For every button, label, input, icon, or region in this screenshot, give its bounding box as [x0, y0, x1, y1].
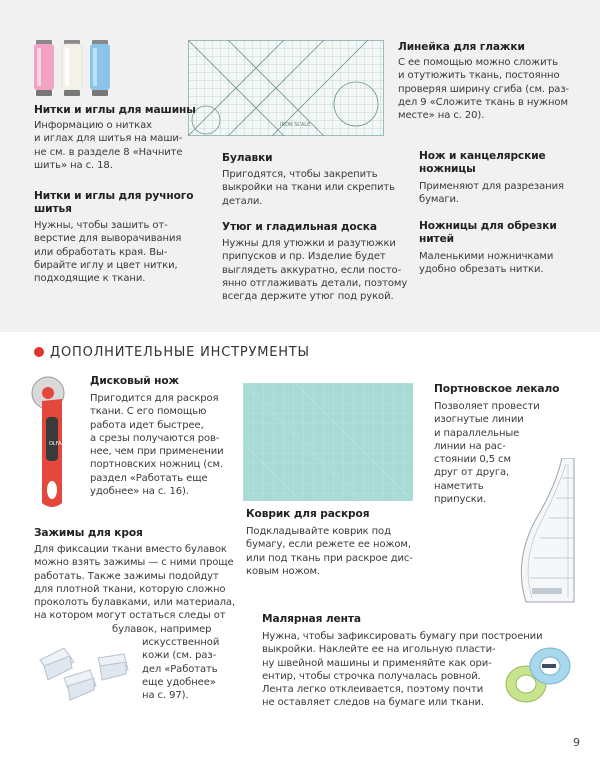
ironing-ruler-text: С ее помощью можно сложить и отутюжить ткань, постоянно проверяя ширину сгиба (см. раз- дел 9 «Сложите ткань в нужном месте» на с. 20). [398, 57, 570, 122]
tailor-curve-text: Позволяет провести изогнутые линии и параллельные линии на рас- стоянии 0,5 см друг от друга, наметить припуски. [434, 401, 540, 506]
ruler-scale-label: IRON SCALE [280, 122, 311, 128]
section-bullet-icon [34, 347, 44, 357]
tailor-curve-title: Портновское лекало [434, 383, 560, 395]
iron-title: Утюг и гладильная доска [222, 221, 377, 233]
masking-tape-image [502, 640, 574, 710]
thread-scissors-title: Ножницы для обрезки нитей [419, 220, 557, 245]
additional-tools-heading [34, 345, 310, 360]
cutting-mat-image [243, 383, 413, 501]
rotary-cutter-text: Пригодится для раскроя ткани. С его помощью работа идет быстрее, а срезы получаются ров- нее, чем при применении портновских ножниц (см. раздел «Работать еще удобнее» на с. 16). [90, 393, 224, 498]
svg-text:OLFA: OLFA [49, 441, 62, 447]
masking-tape-title: Малярная лента [262, 613, 361, 625]
cutting-mat-title: Коврик для раскроя [246, 508, 370, 520]
knife-scissors-title: Нож и канцелярские ножницы [419, 150, 546, 175]
hand-threads-title: Нитки и иглы для ручного шитья [34, 190, 194, 215]
tailor-curve-image [510, 458, 580, 604]
clips-text: Для фиксации ткани вместо булавок можно взять зажимы — с ними проще работать. Также зажимы подойдут для плотной ткани, которую сложно проколоть булавками, или материала, на котором могут остаться следы от [34, 544, 236, 622]
pins-text: Пригодятся, чтобы закрепить выкройки на ткани или скрепить детали. [222, 169, 395, 207]
ironing-ruler-image [188, 40, 384, 136]
masking-tape-text: Нужна, чтобы зафиксировать бумагу при построении выкройки. Наклейте ее на игольную пласти- ну швейной машины и применяйте как ори- ентир, чтобы строчка получалась ровной. Лента легко отклеивается, поэтому почти не оставляет следов на бумаге или ткани. [262, 631, 543, 709]
machine-threads-text: Информацию о нитках и иглах для шитья на маши- не см. в разделе 8 «Начните шить» на с. 18. [34, 120, 183, 171]
knife-scissors-text: Применяют для разрезания бумаги. [419, 181, 564, 206]
page-number: 9 [573, 736, 580, 749]
iron-text: Нужны для утюжки и разутюжки припусков и пр. Изделие будет выглядеть аккуратно, если посто- янно отглаживать детали, поэтому всегда держите утюг под рукой. [222, 238, 408, 303]
hand-threads-text: Нужны, чтобы зашить от- верстие для выворачивания или обработать края. Вы- бирайте иглу и цвет нитки, подходящие к ткани. [34, 220, 182, 285]
clips-text-narrow-1: булавок, например [112, 624, 212, 635]
rotary-cutter-title: Дисковый нож [90, 375, 179, 387]
clips-text-narrow-2: искусственной кожи (см. раз- дел «Работать еще удобнее» на с. 97). [142, 637, 220, 702]
machine-threads-title: Нитки и иглы для машины [34, 104, 196, 116]
additional-tools-title: ДОПОЛНИТЕЛЬНЫЕ ИНСТРУМЕНТЫ [50, 345, 310, 360]
ironing-ruler-title: Линейка для глажки [398, 41, 525, 53]
clips-title: Зажимы для кроя [34, 527, 143, 539]
cutting-mat-text: Подкладывайте коврик под бумагу, если режете ее ножом, или под ткань при раскрое дис- ковым ножом. [246, 526, 413, 577]
thread-spools-image [28, 38, 124, 100]
rotary-cutter-image [28, 375, 88, 513]
thread-scissors-text: Маленькими ножничками удобно обрезать нитки. [419, 251, 554, 276]
sewing-clips-image [34, 638, 144, 710]
pins-title: Булавки [222, 152, 273, 164]
